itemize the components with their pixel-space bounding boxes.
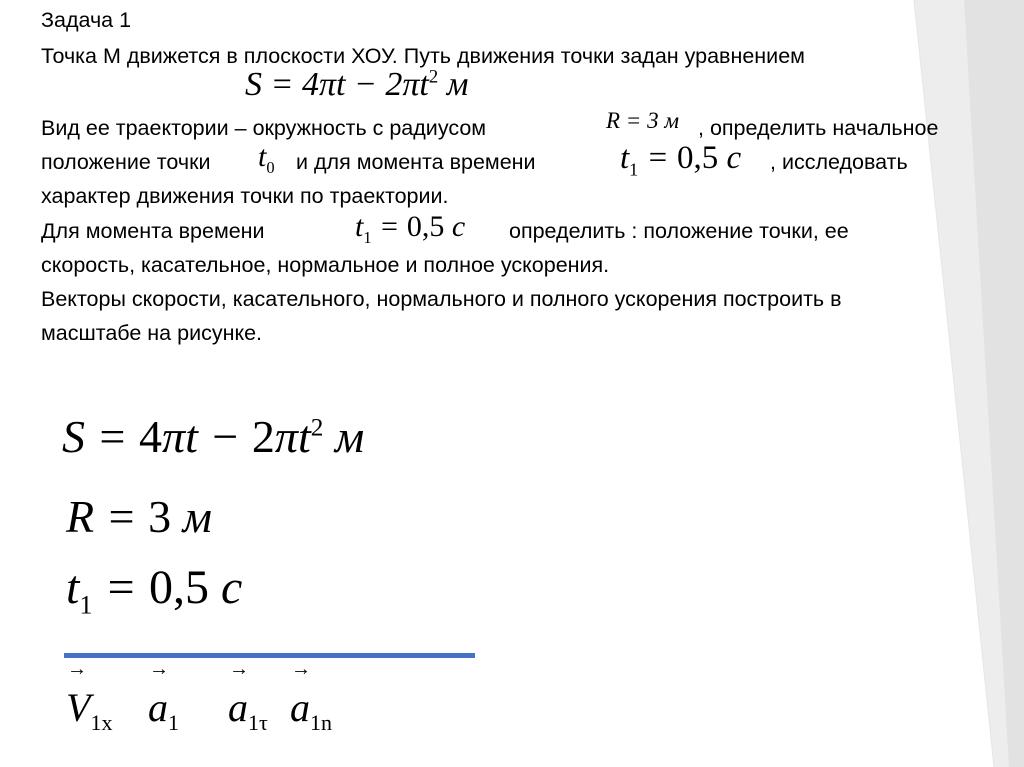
problem-title: Задача 1 — [41, 8, 132, 32]
problem-line-8: масштабе на рисунке. — [41, 321, 263, 345]
problem-line-5b: определить : положение точки, ее — [509, 219, 849, 243]
formula-radius-small: R = 3 м — [606, 108, 679, 133]
problem-line-2b: , определить начальное — [698, 116, 939, 140]
problem-line-5a: Для момента времени — [41, 219, 265, 243]
problem-line-2a: Вид ее траектории – окружность с радиусом — [41, 116, 487, 140]
formula-path-small: $S = 4\pi t - 2\pi t^2$ м — [245, 66, 469, 103]
formula-t0: $t_0$ — [258, 140, 275, 177]
problem-line-3b: и для момента времени — [296, 150, 536, 174]
problem-line-4: характер движения точки по траектории. — [41, 184, 449, 208]
vector-a1-tau: → $a_{1\tau}$ — [228, 684, 268, 736]
problem-line-3c: , исследовать — [770, 150, 908, 174]
formula-path-large: $S = 4\pi t - 2\pi t^2$ м — [62, 411, 365, 462]
problem-line-1: Точка М движется в плоскости ХОУ. Путь движения точки задан уравнением — [41, 44, 805, 68]
vector-a1: → $a_1$ — [148, 684, 179, 736]
formula-t1-small: $t_1 = 0,5$ с — [620, 140, 742, 180]
divider-line — [64, 653, 475, 658]
problem-line-7: Векторы скорости, касательного, нормального и полного ускорения построить в — [41, 287, 842, 311]
formula-radius-large: R = 3 м — [66, 491, 212, 542]
formula-t1-large: $t_1 = 0,5$ с — [66, 561, 243, 620]
vector-a1-n: → $a_{1n}$ — [290, 684, 332, 736]
vector-v1x: → $V_{1x}$ — [66, 684, 112, 736]
problem-line-3a: положение точки — [41, 150, 211, 174]
problem-line-6: скорость, касательное, нормальное и полное ускорения. — [41, 253, 610, 277]
formula-t1-inline: $t_1 = 0,5$ с — [355, 210, 466, 247]
